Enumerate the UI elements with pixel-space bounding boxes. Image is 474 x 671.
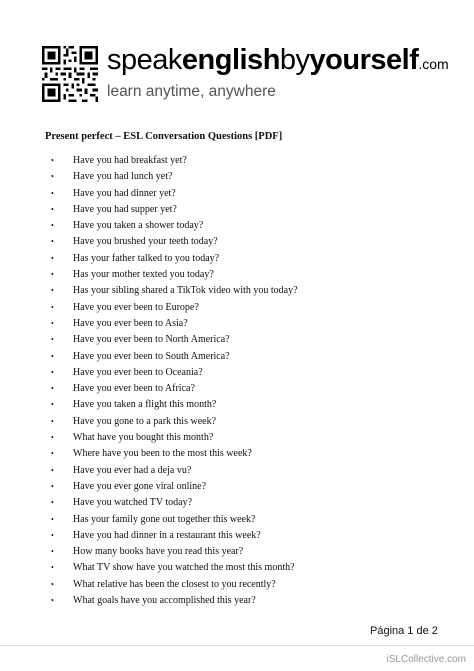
logo-english: english [181, 44, 280, 76]
question-text: Have you watched TV today? [73, 497, 193, 509]
question-text: Have you ever been to Asia? [73, 317, 188, 329]
bullet-icon: • [51, 416, 54, 426]
tagline: learn anytime, anywhere [107, 83, 276, 100]
question-text: Has your father talked to you today? [73, 252, 220, 264]
question-text: Has your sibling shared a TikTok video with you today? [73, 285, 298, 297]
question-text: Have you ever been to Europe? [73, 301, 199, 313]
logo-yourself: yourself [309, 44, 419, 76]
logo-dotcom: .com [418, 56, 449, 72]
question-text: Have you taken a flight this month? [73, 399, 217, 411]
question-text: Have you brushed your teeth today? [73, 236, 218, 248]
question-text: How many books have you read this year? [73, 546, 244, 558]
bullet-icon: • [51, 400, 54, 410]
bullet-icon: • [51, 204, 54, 214]
question-text: Have you ever had a deja vu? [73, 464, 192, 476]
document-title: Present perfect – ESL Conversation Questions [PDF] [45, 131, 283, 142]
bullet-icon: • [51, 384, 54, 394]
question-text: Have you had lunch yet? [73, 171, 173, 183]
site-logo [107, 44, 449, 80]
question-text: Have you ever been to Oceania? [73, 366, 203, 378]
bullet-icon: • [51, 514, 54, 524]
question-text: What have you bought this month? [73, 432, 214, 444]
question-text: Have you ever been to Africa? [73, 383, 195, 395]
bullet-icon: • [51, 465, 54, 475]
logo-by: by [279, 44, 310, 76]
question-text: Has your mother texted you today? [73, 269, 214, 281]
bullet-icon: • [51, 318, 54, 328]
bullet-icon: • [51, 221, 54, 231]
bullet-icon: • [51, 367, 54, 377]
question-text: Have you had dinner in a restaurant this week? [73, 529, 261, 541]
bullet-icon: • [51, 563, 54, 573]
question-text: Have you had dinner yet? [73, 187, 176, 199]
question-text: What relative has been the closest to you recently? [73, 578, 276, 590]
bullet-icon: • [51, 335, 54, 345]
bullet-icon: • [51, 188, 54, 198]
question-text: Have you taken a shower today? [73, 220, 204, 232]
bullet-icon: • [51, 481, 54, 491]
question-text: Have you had breakfast yet? [73, 155, 187, 166]
bullet-icon: • [51, 237, 54, 247]
question-text: Has your family gone out together this week? [73, 513, 256, 525]
bullet-icon: • [51, 172, 54, 182]
question-text: What TV show have you watched the most this month? [73, 562, 295, 574]
bullet-icon: • [51, 547, 54, 557]
bullet-icon: • [51, 579, 54, 589]
bullet-icon: • [51, 253, 54, 263]
question-text: Have you ever gone viral online? [73, 480, 207, 492]
bullet-icon: • [51, 530, 54, 540]
bullet-icon: • [51, 449, 54, 459]
bullet-icon: • [51, 286, 54, 296]
question-text: Have you had supper yet? [73, 203, 177, 215]
bullet-icon: • [51, 596, 54, 606]
question-text: Have you gone to a park this week? [73, 415, 217, 427]
bullet-icon: • [51, 156, 54, 165]
logo-speak: speak [107, 44, 182, 76]
question-text: Have you ever been to North America? [73, 334, 230, 346]
question-text: Where have you been to the most this week? [73, 448, 252, 460]
bullet-icon: • [51, 302, 54, 312]
page-number: Página 1 de 2 [370, 625, 438, 637]
bullet-icon: • [51, 351, 54, 361]
bullet-icon: • [51, 270, 54, 280]
bullet-icon: • [51, 498, 54, 508]
qr-code-icon [42, 46, 98, 102]
watermark: iSLCollective.com [386, 654, 466, 665]
question-text: What goals have you accomplished this year? [73, 595, 256, 607]
question-text: Have you ever been to South America? [73, 350, 230, 362]
bullet-icon: • [51, 433, 54, 443]
